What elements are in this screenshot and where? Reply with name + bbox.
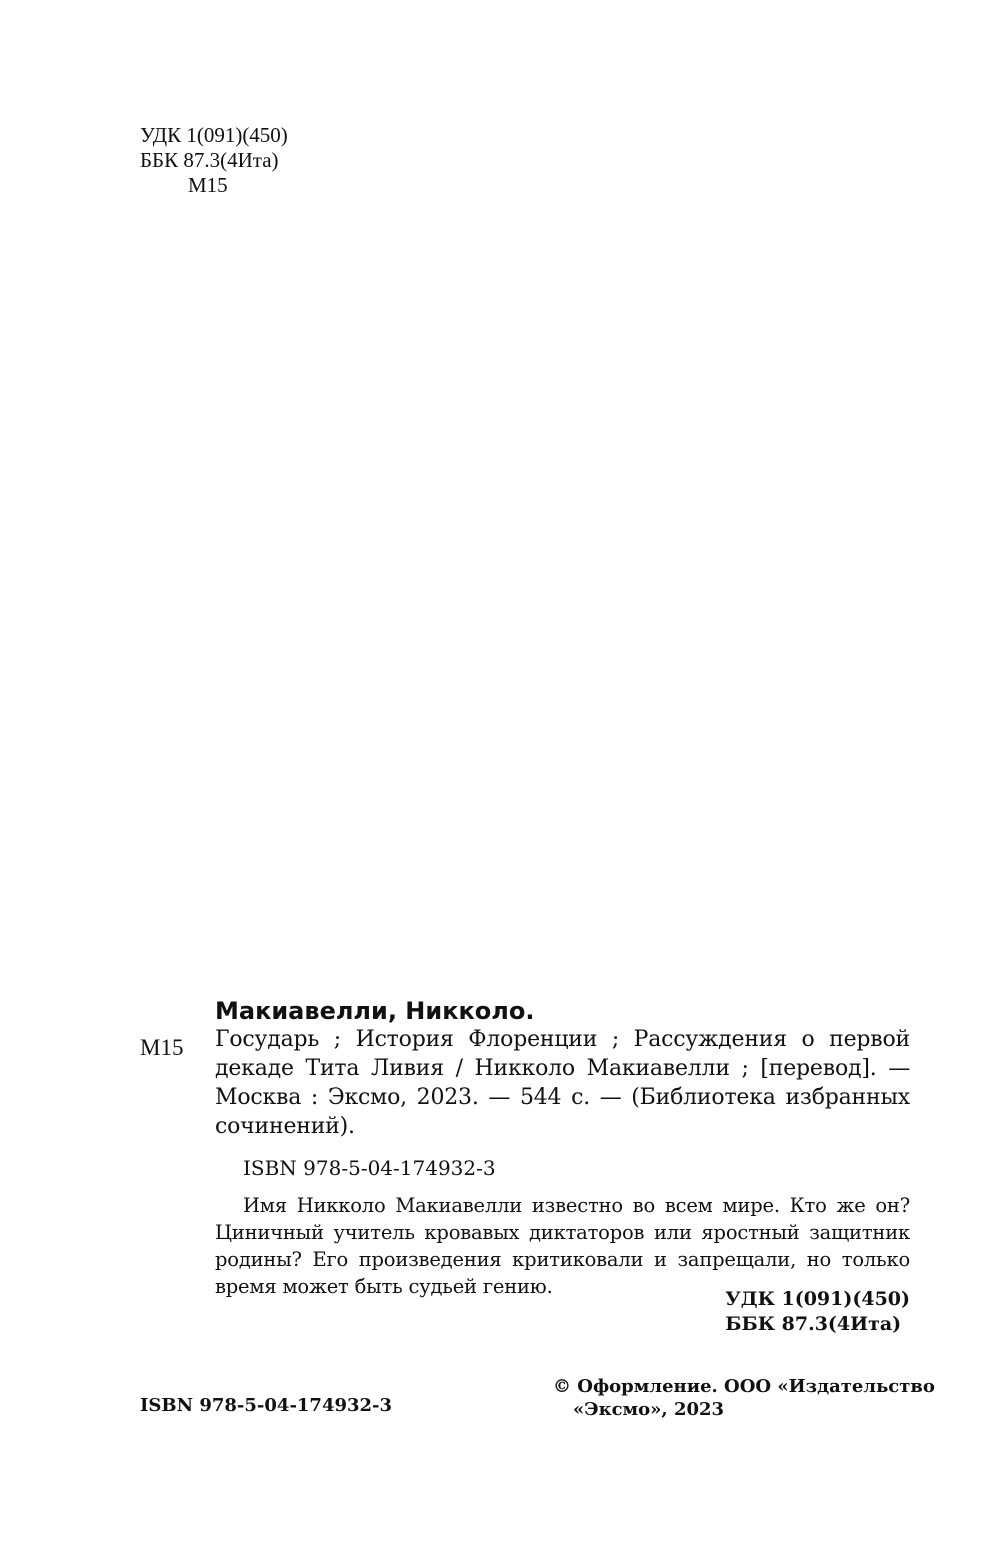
- bbk-code: ББК 87.3(4Ита): [140, 148, 279, 172]
- copyright-line-1: © Оформление. ООО «Издательство: [553, 1376, 935, 1397]
- author-mark: М15: [188, 173, 228, 197]
- card-author-name: Макиавелли, Никколо.: [215, 997, 535, 1025]
- card-udk-code: УДК 1(091)(450): [725, 1288, 910, 1310]
- footer-isbn: ISBN 978-5-04-174932-3: [140, 1395, 393, 1416]
- card-annotation: Имя Никколо Макиавелли известно во всем мире. Кто же он? Циничный учитель кровавых диктаторов или яростный защитник родины? Его произведения критиковали и запрещали, но только время может быть судьей гению.: [215, 1194, 910, 1298]
- udk-code: УДК 1(091)(450): [140, 123, 288, 147]
- top-classification-codes: [140, 123, 288, 198]
- card-isbn: ISBN 978-5-04-174932-3: [243, 1156, 496, 1180]
- card-author-mark: М15: [140, 1035, 184, 1060]
- card-classification-codes: [725, 1287, 910, 1337]
- copyright-line-2: «Эксмо», 2023: [573, 1399, 725, 1420]
- card-bbk-code: ББК 87.3(4Ита): [725, 1313, 902, 1335]
- copyright-notice: [553, 1375, 935, 1421]
- card-bibliographic-description: Государь ; История Флоренции ; Рассуждения о первой декаде Тита Ливия / Никколо Макиавелли ; [перевод]. — Москва : Эксмо, 2023. — 544 с. — (Библиотека избранных сочинений).: [215, 1027, 910, 1139]
